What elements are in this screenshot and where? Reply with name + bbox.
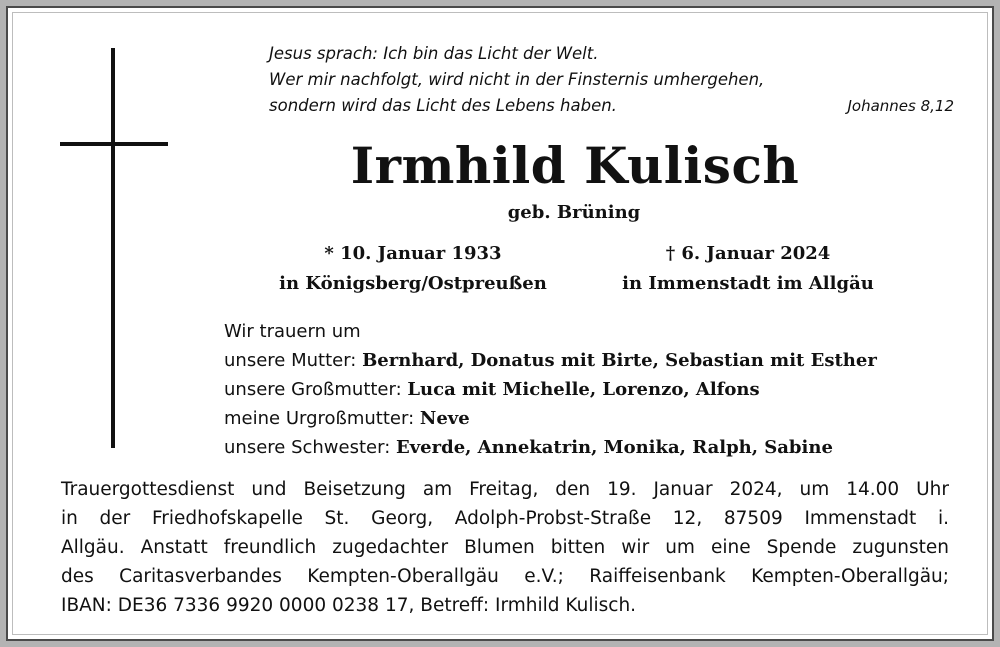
mourner-names: Bernhard, Donatus mit Birte, Sebastian mit Esther [362, 350, 877, 371]
service-line: Allgäu. Anstatt freundlich zugedachter Blumen bitten wir um eine Spende zugunsten [61, 537, 949, 558]
mourner-relation: unsere Schwester: [224, 437, 391, 458]
service-line: Trauergottesdienst und Beisetzung am Freitag, den 19. Januar 2024, um 14.00 Uhr [61, 479, 949, 500]
mourner-names: Neve [419, 408, 470, 429]
obituary-notice [6, 6, 994, 641]
mourner-relation: unsere Mutter: [224, 350, 357, 371]
bible-verse [269, 41, 959, 119]
mourners-intro: Wir trauern um [224, 321, 361, 342]
verse-reference: Johannes 8,12 [847, 97, 954, 115]
service-line: IBAN: DE36 7336 9920 0000 0238 17, Betreff: Irmhild Kulisch. [61, 595, 637, 616]
deceased-name: Irmhild Kulisch [350, 136, 800, 195]
mourner-group [224, 346, 877, 375]
death-place: in Immenstadt im Allgäu [622, 273, 874, 294]
verse-line: Jesus sprach: Ich bin das Licht der Welt. [269, 44, 599, 63]
mourner-relation: meine Urgroßmutter: [224, 408, 415, 429]
mourner-group [224, 404, 877, 433]
birth-place: in Königsberg/Ostpreußen [279, 273, 547, 294]
mourner-names: Everde, Annekatrin, Monika, Ralph, Sabine [396, 437, 833, 458]
mourners-list [224, 317, 877, 462]
death-info [593, 239, 903, 299]
service-line: in der Friedhofskapelle St. Georg, Adolph-Probst-Straße 12, 87509 Immenstadt i. [61, 508, 949, 529]
verse-line: Wer mir nachfolgt, wird nicht in der Finsternis umhergehen, [269, 70, 765, 89]
death-date: † 6. Januar 2024 [665, 243, 831, 264]
service-line: des Caritasverbandes Kempten-Oberallgäu e.V.; Raiffeisenbank Kempten-Oberallgäu; [61, 566, 949, 587]
cross-icon-vertical-bar [111, 48, 115, 448]
mourner-group [224, 433, 877, 462]
verse-line: sondern wird das Licht des Lebens haben. [269, 96, 617, 115]
mourner-relation: unsere Großmutter: [224, 379, 402, 400]
mourner-names: Luca mit Michelle, Lorenzo, Alfons [407, 379, 760, 400]
maiden-name: geb. Brüning [507, 202, 641, 223]
birth-date: * 10. Januar 1933 [324, 243, 502, 264]
mourner-group [224, 375, 877, 404]
service-details [61, 475, 949, 620]
birth-info [238, 239, 588, 299]
